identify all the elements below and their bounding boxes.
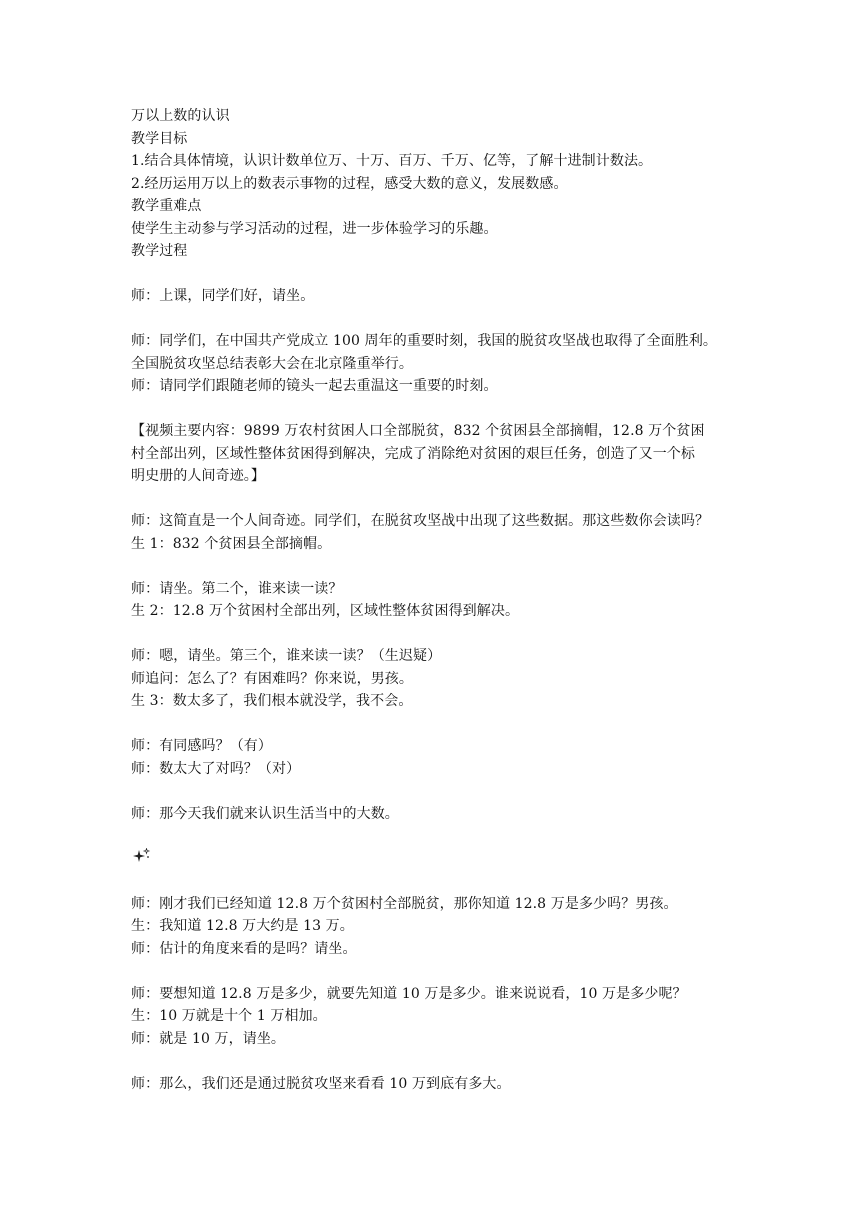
paragraph: 生 1：832 个贫困县全部摘帽。 (131, 535, 332, 552)
video-summary-line: 村全部出列，区域性整体贫困得到解决，完成了消除绝对贫困的艰巨任务，创造了又一个标 (131, 445, 695, 462)
paragraph: 师：要想知道 12.8 万是多少，就要先知道 10 万是多少。谁来说说看，10 万是多少呢？ (131, 985, 687, 1002)
paragraph: 师：数太大了对吗？（对） (131, 760, 301, 777)
sparkle-icon (131, 848, 741, 871)
spacer (131, 1050, 741, 1073)
spacer (131, 555, 741, 578)
paragraph: 师追问：怎么了？有困难吗？你来说，男孩。 (131, 670, 413, 687)
spacer (131, 623, 741, 646)
video-summary-line: 明史册的人间奇迹。】 (131, 468, 265, 484)
spacer (131, 398, 741, 421)
paragraph: 师：那今天我们就来认识生活当中的大数。 (131, 805, 399, 822)
paragraph: 师：上课，同学们好，请坐。 (131, 288, 315, 304)
paragraph: 生 2：12.8 万个贫困村全部出列，区域性整体贫困得到解决。 (131, 603, 520, 619)
key-points-text: 使学生主动参与学习活动的过程，进一步体验学习的乐趣。 (131, 220, 498, 237)
process-heading: 教学过程 (131, 243, 188, 259)
paragraph: 师：这简直是一个人间奇迹。同学们，在脱贫攻坚战中出现了这些数据。那这些数你会读吗？ (131, 513, 710, 529)
paragraph: 生：我知道 12.8 万大约是 13 万。 (131, 918, 354, 934)
paragraph: 生 3：数太多了，我们根本就没学，我不会。 (131, 693, 413, 709)
sparkle-icon-glyph (133, 848, 151, 864)
spacer (131, 263, 741, 286)
goals-heading: 教学目标 (131, 130, 188, 147)
paragraph: 师：那么，我们还是通过脱贫攻坚来看看 10 万到底有多大。 (131, 1075, 511, 1092)
paragraph: 师：刚才我们已经知道 12.8 万个贫困村全部脱贫，那你知道 12.8 万是多少吗？男孩。 (131, 895, 678, 912)
video-summary-line: 【视频主要内容：9899 万农村贫困人口全部脱贫，832 个贫困县全部摘帽，12.8 万个贫困 (131, 423, 705, 439)
paragraph: 全国脱贫攻坚总结表彰大会在北京隆重举行。 (131, 355, 413, 372)
spacer (131, 870, 741, 893)
paragraph: 师：请同学们跟随老师的镜头一起去重温这一重要的时刻。 (131, 378, 498, 394)
spacer (131, 780, 741, 803)
paragraph: 师：请坐。第二个，谁来读一读？ (131, 580, 343, 597)
goal-2: 2.经历运用万以上的数表示事物的过程，感受大数的意义，发展数感。 (131, 175, 568, 192)
paragraph: 师：就是 10 万，请坐。 (131, 1030, 286, 1047)
spacer (131, 713, 741, 736)
goal-1: 1.结合具体情境，认识计数单位万、十万、百万、千万、亿等，了解十进制计数法。 (131, 153, 653, 169)
paragraph: 师：有同感吗？（有） (131, 738, 272, 754)
spacer (131, 960, 741, 983)
spacer (131, 825, 741, 848)
spacer (131, 488, 741, 511)
paragraph: 生：10 万就是十个 1 万相加。 (131, 1008, 327, 1024)
document-title: 万以上数的认识 (131, 108, 230, 124)
spacer (131, 308, 741, 331)
key-points-heading: 教学重难点 (131, 198, 202, 214)
paragraph: 师：估计的角度来看的是吗？请坐。 (131, 940, 357, 957)
document-body (131, 105, 741, 1095)
paragraph: 师：嗯，请坐。第三个，谁来读一读？（生迟疑） (131, 648, 442, 664)
paragraph: 师：同学们，在中国共产党成立 100 周年的重要时刻，我国的脱贫攻坚战也取得了全面胜利。 (131, 333, 718, 349)
